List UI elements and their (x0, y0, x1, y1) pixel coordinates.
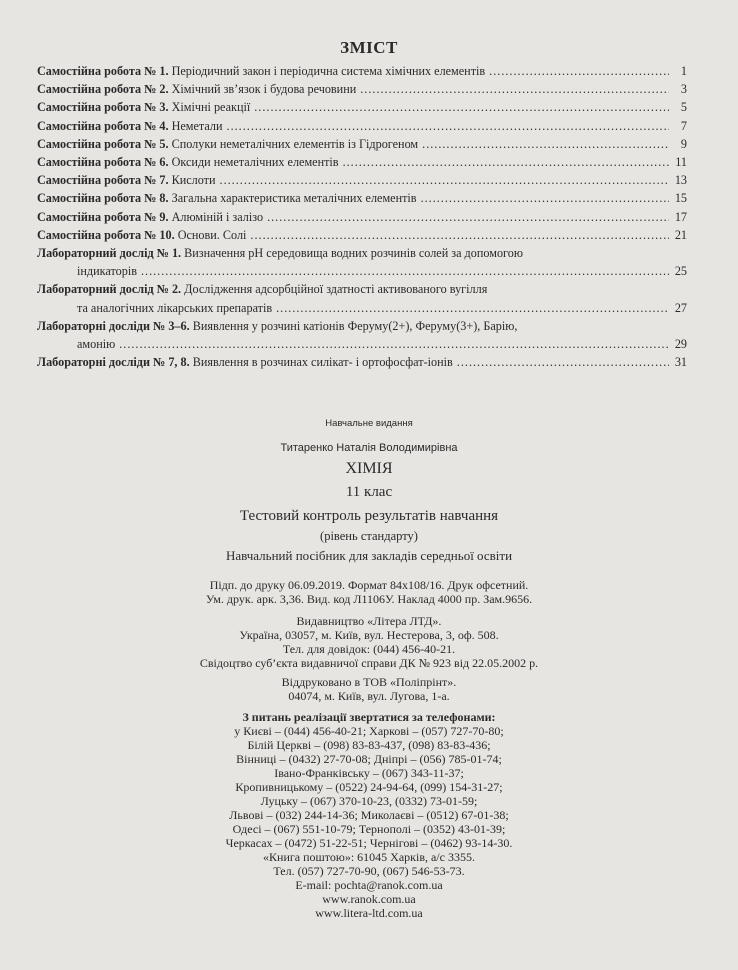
contact-line: Кропивницькому – (0522) 24-94-64, (099) 154-31-27; (235, 780, 503, 794)
toc-entry-text: Загальна характеристика металічних елементів (168, 191, 417, 206)
leader-dots (254, 98, 669, 116)
print-details-line: Ум. друк. арк. 3,36. Вид. код Л1106У. Наклад 4000 пр. Зам.9656. (205, 592, 533, 606)
printer-name: Віддруковано в ТОВ «Поліпрінт». (281, 675, 457, 689)
publisher-phone: Тел. для довідок: (044) 456-40-21. (282, 642, 456, 656)
toc-entry (37, 226, 687, 244)
toc-page-number: 15 (674, 191, 687, 206)
contact-line: у Києві – (044) 456-40-21; Харкові – (057) 727-70-80; (234, 724, 504, 738)
leader-dots (227, 117, 669, 135)
print-details-line: Підп. до друку 06.09.2019. Формат 84х108/16. Друк офсетний. (209, 578, 529, 592)
toc-entry-prefix: Самостійна робота № 5. (37, 136, 169, 151)
toc-entry-lab (37, 244, 687, 280)
toc-entry-text: Періодичний закон і періодична система хімічних елементів (168, 64, 486, 78)
toc-entry-text: Виявлення у розчині катіонів Феруму(2+), Феруму(3+), Барію, (189, 318, 518, 333)
toc-entry (37, 189, 687, 207)
toc-entry-text: Алюміній і залізо (168, 209, 264, 224)
toc-entry-prefix: Лабораторний дослід № 2. (37, 282, 182, 297)
toc-entry-prefix: Самостійна робота № 8. (37, 191, 169, 206)
contact-line: Черкасах – (0472) 51-22-51; Чернігові – (0462) 93-14-30. (225, 836, 513, 850)
toc-entry (37, 80, 687, 98)
toc-page-number: 3 (680, 82, 687, 97)
table-of-contents (37, 62, 687, 371)
toc-entry-prefix: Самостійна робота № 7. (37, 173, 169, 188)
publisher-certificate: Свідоцтво суб’єкта видавничої справи ДК № 923 від 22.05.2002 р. (199, 656, 539, 670)
toc-title: ЗМІСТ (340, 38, 398, 57)
toc-entry-text: Оксиди неметалічних елементів (168, 155, 339, 170)
phones: Тел. (057) 727-70-90, (067) 546-53-73. (273, 864, 465, 878)
leader-dots (489, 62, 669, 80)
book-level: (рівень стандарту) (320, 529, 418, 543)
toc-entry-text: Виявлення в розчинах силікат- і ортофосфат-іонів (189, 355, 453, 370)
leader-dots (267, 208, 669, 226)
contact-line: Одесі – (067) 551-10-79; Тернополі – (0352) 43-01-39; (232, 822, 506, 836)
toc-entry-text: Кислоти (168, 173, 216, 188)
toc-entry (37, 62, 687, 80)
mail-order: «Книга поштою»: 61045 Харків, а/с 3355. (263, 850, 475, 864)
toc-page-number: 5 (680, 100, 687, 115)
leader-dots (141, 262, 669, 280)
toc-entry-continuation: індикаторів (77, 264, 137, 279)
toc-page-number: 17 (674, 209, 687, 224)
toc-page-number: 11 (675, 155, 687, 170)
author-name: Титаренко Наталія Володимирівна (280, 442, 458, 454)
toc-entry (37, 153, 687, 171)
contact-line: Луцьку – (067) 370-10-23, (0332) 73-01-59; (260, 794, 478, 808)
toc-entry-prefix: Лабораторні досліди № 3–6. (37, 318, 190, 333)
leader-dots (360, 80, 669, 98)
toc-entry-continuation: та аналогічних лікарських препаратів (77, 300, 273, 315)
contact-line: Вінниці – (0432) 27-70-08; Дніпрі – (056) 785-01-74; (236, 752, 502, 766)
book-subject: ХІМІЯ (345, 460, 393, 477)
toc-entry-prefix: Самостійна робота № 2. (37, 82, 169, 97)
toc-page-number: 31 (674, 355, 687, 370)
toc-entry-text: Визначення рН середовища водних розчинів солей за допомогою (181, 246, 523, 261)
toc-entry-text: Неметали (168, 118, 223, 133)
toc-entry-lab (37, 280, 687, 316)
leader-dots (250, 226, 669, 244)
toc-entry-prefix: Лабораторний дослід № 1. (37, 246, 182, 261)
toc-entry-text: Дослідження адсорбційної здатності активованого вугілля (181, 282, 488, 297)
leader-dots (276, 299, 669, 317)
leader-dots (457, 353, 669, 371)
toc-entry-text: Сполуки неметалічних елементів із Гідрогеном (168, 136, 419, 151)
book-purpose: Навчальний посібник для закладів середньої освіти (225, 548, 513, 563)
toc-page-number: 9 (680, 136, 687, 151)
toc-entry-prefix: Самостійна робота № 3. (37, 100, 169, 115)
toc-entry (37, 117, 687, 135)
toc-entry-prefix: Самостійна робота № 4. (37, 118, 169, 133)
contact-line: Білій Церкві – (098) 83-83-437, (098) 83-83-436; (247, 738, 491, 752)
leader-dots (422, 135, 669, 153)
toc-entry (37, 208, 687, 226)
email: E-mail: pochta@ranok.com.ua (295, 878, 443, 892)
edition-type: Навчальне видання (325, 418, 413, 429)
toc-entry-prefix: Самостійна робота № 10. (37, 227, 175, 242)
toc-entry-prefix: Самостійна робота № 1. (37, 64, 169, 78)
toc-page-number: 21 (674, 227, 687, 242)
toc-entry (37, 135, 687, 153)
leader-dots (220, 171, 669, 189)
publisher-address: Україна, 03057, м. Київ, вул. Нестерова, 3, оф. 508. (239, 628, 499, 642)
toc-page-number: 13 (674, 173, 687, 188)
toc-entry (37, 98, 687, 116)
website: www.ranok.com.ua (322, 892, 416, 906)
printer-address: 04074, м. Київ, вул. Лугова, 1-а. (288, 689, 450, 703)
contact-line: Івано-Франківську – (067) 343-11-37; (274, 766, 464, 780)
book-grade: 11 клас (345, 484, 393, 500)
leader-dots (343, 153, 669, 171)
toc-page-number: 29 (674, 337, 687, 352)
contacts-heading: З питань реалізації звертатися за телефонами: (242, 710, 496, 724)
leader-dots (421, 189, 669, 207)
toc-page-number: 1 (680, 64, 687, 78)
toc-entry-text: Хімічні реакції (168, 100, 251, 115)
toc-entry-prefix: Лабораторні досліди № 7, 8. (37, 355, 190, 370)
toc-entry-lab (37, 317, 687, 353)
book-title: Тестовий контроль результатів навчання (239, 508, 499, 524)
toc-page-number: 25 (674, 264, 687, 279)
toc-entry-lab (37, 353, 687, 371)
toc-page-number: 7 (680, 118, 687, 133)
toc-page-number: 27 (674, 300, 687, 315)
publisher-name: Видавництво «Літера ЛТД». (296, 614, 442, 628)
toc-entry-text: Хімічний зв’язок і будова речовини (168, 82, 357, 97)
toc-entry-text: Основи. Солі (174, 227, 247, 242)
toc-entry-continuation: амонію (77, 337, 116, 352)
website: www.litera-ltd.com.ua (315, 906, 423, 920)
leader-dots (119, 335, 669, 353)
toc-entry-prefix: Самостійна робота № 9. (37, 209, 169, 224)
toc-entry-prefix: Самостійна робота № 6. (37, 155, 169, 170)
toc-entry (37, 171, 687, 189)
contact-line: Львові – (032) 244-14-36; Миколаєві – (0512) 67-01-38; (229, 808, 509, 822)
